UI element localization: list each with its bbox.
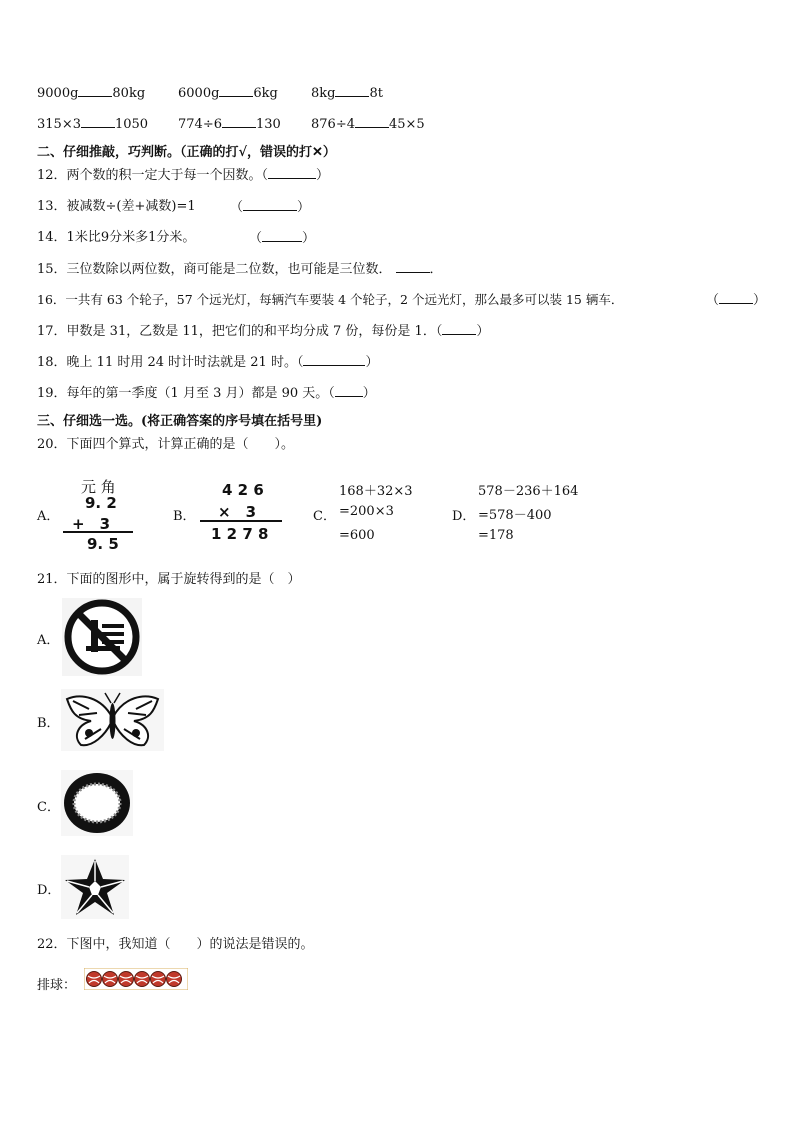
option-label: B． [37, 716, 60, 731]
compare-left: 876÷4 [311, 117, 355, 132]
question-15: 15．三位数除以两位数，商可能是二位数，也可能是三位数． ． [37, 262, 443, 277]
question-18: 18．晚上 11 时用 24 时计时法就是 21 时。（ ） [37, 355, 379, 370]
calc-rule [63, 531, 133, 533]
compare-right: 8t [369, 86, 383, 101]
option-label: B． [173, 509, 196, 524]
volleyball-icon [103, 972, 118, 987]
calc-line: × 3 [218, 503, 257, 521]
answer-blank[interactable] [78, 84, 112, 97]
answer-blank[interactable] [335, 84, 369, 97]
answer-blank[interactable] [355, 115, 389, 128]
question-14 [37, 229, 195, 247]
ring-icon[interactable] [61, 770, 133, 836]
calc-line: =200×3 [339, 504, 394, 519]
calc-line: 9. 2 [85, 494, 117, 512]
calc-result: 1 2 7 8 [211, 525, 269, 543]
volleyball-label: 排球： [37, 978, 77, 993]
question-21: 21．下面的图形中，属于旋转得到的是（ ） [37, 572, 301, 587]
compare-right: 130 [255, 117, 281, 132]
compare-left: 774÷6 [178, 117, 222, 132]
volleyball-icon [135, 972, 150, 987]
compare-right: 6kg [253, 86, 278, 101]
compare-right: 45×5 [388, 117, 425, 132]
column-header: 元 角 [81, 478, 116, 496]
volleyball-icon [119, 972, 134, 987]
answer-blank[interactable] [303, 353, 365, 366]
calc-result: 9. 5 [87, 535, 119, 553]
calc-result: =178 [478, 528, 514, 543]
calc-result: =600 [339, 528, 375, 543]
option-label: C． [313, 509, 336, 524]
option-label: C． [37, 800, 60, 815]
question-text: 18．晚上 11 时用 24 时计时法就是 21 时。（ [37, 355, 304, 370]
question-text: 13．被减数÷(差+减数)=1 [37, 199, 196, 214]
answer-blank[interactable] [719, 291, 753, 304]
answer-blank[interactable] [81, 115, 115, 128]
volleyball-icon [151, 972, 166, 987]
calc-line: + 3 [72, 515, 111, 533]
question-text: 17．甲数是 31，乙数是 11，把它们的和平均分成 7 份，每份是 1．（ [37, 324, 443, 339]
answer-blank[interactable] [219, 84, 253, 97]
compare-row-1 [311, 84, 383, 101]
compare-right: 80kg [112, 86, 146, 101]
calc-line: 4 2 6 [222, 481, 264, 499]
calc-rule [200, 520, 282, 522]
answer-blank[interactable] [262, 229, 302, 242]
compare-row-2 [311, 115, 425, 132]
question-19: 19．每年的第一季度（1 月至 3 月）都是 90 天。（ ） [37, 386, 376, 401]
question-text: 19．每年的第一季度（1 月至 3 月）都是 90 天。（ [37, 386, 335, 401]
question-text: 12．两个数的积一定大于每一个因数。（ [37, 168, 269, 183]
volleyball-row-icon [84, 968, 188, 990]
compare-row-2 [37, 115, 148, 132]
option-label: A． [37, 633, 60, 648]
compare-row-1 [37, 84, 145, 101]
question-13 [37, 198, 196, 216]
answer-blank[interactable] [396, 260, 430, 273]
question-12: 12．两个数的积一定大于每一个因数。（ ） [37, 168, 330, 183]
section-heading-3: 三、仔细选一选。(将正确答案的序号填在括号里) [37, 414, 323, 429]
calc-line: 168＋32×3 [339, 484, 413, 499]
option-label: A． [37, 509, 60, 524]
answer-blank[interactable] [442, 322, 476, 335]
question-text: 14．1米比9分米多1分米。 [37, 230, 196, 245]
question-text: 16．一共有 63 个轮子，57 个远光灯，每辆汽车要装 4 个轮子，2 个远光灯，那么最多可以装 15 辆车． [37, 292, 624, 307]
option-label: D． [37, 883, 61, 898]
question-13-answer: （ ） [230, 200, 311, 215]
question-16-answer: （ ） [706, 293, 767, 308]
compare-left: 315×3 [37, 117, 81, 132]
question-22: 22．下图中，我知道（ ）的说法是错误的。 [37, 937, 314, 952]
answer-blank[interactable] [243, 198, 297, 211]
compare-row-2 [178, 115, 281, 132]
calc-line: 578－236＋164 [478, 484, 579, 499]
compare-row-1 [178, 84, 278, 101]
question-20: 20．下面四个算式，计算正确的是（ ）。 [37, 437, 295, 452]
volleyball-icon [87, 972, 102, 987]
section-heading-2: 二、仔细推敲，巧判断。（正确的打√，错误的打✕） [37, 145, 336, 160]
answer-blank[interactable] [335, 384, 363, 397]
compare-left: 8kg [311, 86, 336, 101]
compare-right: 1050 [114, 117, 149, 132]
volleyball-icon [167, 972, 182, 987]
question-16 [37, 291, 623, 309]
answer-blank[interactable] [222, 115, 256, 128]
no-entry-sign-icon[interactable] [62, 598, 142, 676]
compare-left: 6000g [178, 86, 220, 101]
question-14-answer: （ ） [249, 231, 316, 246]
question-text: 15．三位数除以两位数，商可能是二位数，也可能是三位数． [37, 262, 392, 277]
option-label: D． [452, 509, 476, 524]
butterfly-icon[interactable] [61, 689, 164, 751]
star-icon[interactable] [61, 855, 129, 919]
answer-blank[interactable] [268, 166, 316, 179]
compare-left: 9000g [37, 86, 79, 101]
calc-line: =578－400 [478, 508, 552, 523]
question-17: 17．甲数是 31，乙数是 11，把它们的和平均分成 7 份，每份是 1．（ ） [37, 324, 490, 339]
